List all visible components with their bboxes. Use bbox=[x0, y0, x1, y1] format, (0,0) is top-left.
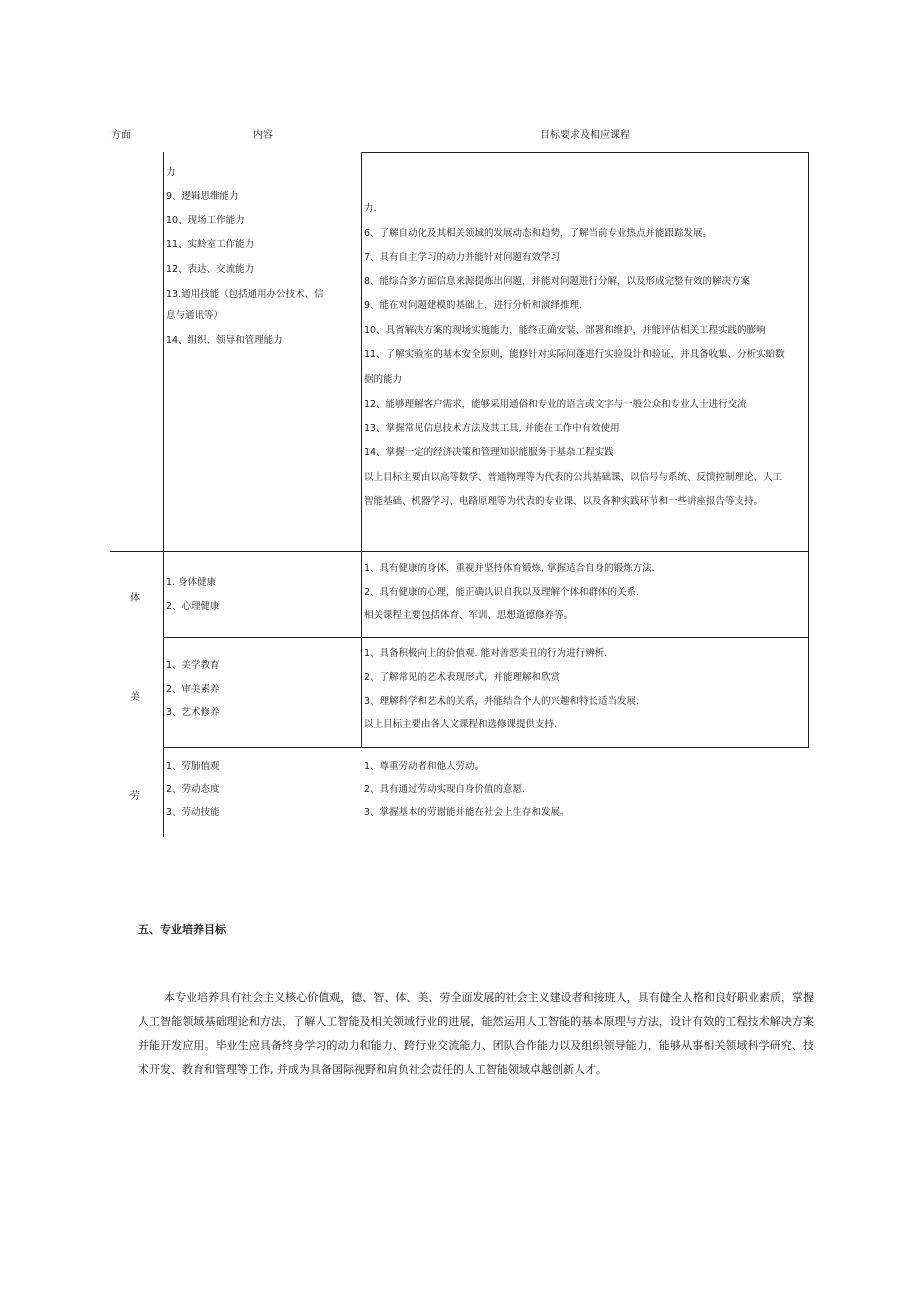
header-aspect: 方面 bbox=[111, 130, 131, 141]
content-item: 13.通用技能（包括通用办公技术、信 bbox=[166, 289, 324, 300]
goal-item: 2、了解常见的艺术表现形式，并能理解和欣赏 bbox=[364, 672, 561, 683]
content-item: 力 bbox=[166, 167, 176, 178]
goal-item: 6、了解自动化及其相关领域的发展动态和趋势，了解当前专业热点并能跟踪发展。 bbox=[364, 228, 713, 239]
goal-item: 以上目标主要由各人文课程和选修课提供支持. bbox=[364, 719, 558, 730]
goal-item: 以上目标主要由以高等数学、普通物理等为代表的公共基础课、以信号与系统、反馈控制理论、人工 bbox=[364, 472, 783, 483]
goal-item: 11、了解实验室的基本安全原则，能修针对实际问蓬进行实验设计和验证，并具备收集、分析实蛤数 bbox=[364, 349, 785, 360]
content-item: 10、现场工作能力 bbox=[166, 215, 245, 226]
content-item: 12、表达、交流能力 bbox=[166, 264, 255, 275]
goal-item: 9、能在对问题建模的基础上，进行分析和演绎推理. bbox=[364, 300, 583, 311]
goal-item: 1、具有健康的身体，重视并坚持体育锻炼, 掌握适合自身的锻炼方法. bbox=[364, 563, 655, 574]
goal-item: 2、具有健康的心理，能正确认识自我以及理解个体和群体的关系. bbox=[364, 587, 640, 598]
content-item: 1. 身体健康 bbox=[166, 577, 217, 588]
content-item: 1、劳肺值观 bbox=[166, 761, 220, 772]
goal-item: 10、具省解决方案的现场实施能力，能终正确安装、部署和维护，并能评估相关工程实践的膨响 bbox=[364, 325, 766, 336]
goal-item: 13、掌握常见信息技术方法及其工具, 并能在工作中有效使用 bbox=[364, 423, 620, 434]
content-item: 3、劳动技能 bbox=[166, 807, 220, 818]
goal-item: 1、具备积极向上的价值观. 能对善恶美丑的行为进行辨析. bbox=[364, 648, 608, 659]
header-goal: 目标要求及相应课程 bbox=[540, 130, 630, 141]
content-item: 息与通讯等） bbox=[166, 310, 224, 321]
goal-item: 3、理解科学和艺术的关系，并能结合个人的兴趣和特长适当发展. bbox=[364, 696, 640, 707]
goal-item: 相关课程主要包括体育、军训、思想道德修养等。 bbox=[364, 610, 574, 621]
goal-item: 14、掌握一定的经济决策和管理知识能服务于基杂工程实践 bbox=[364, 447, 614, 458]
content-item: 2、心理健康 bbox=[166, 601, 220, 612]
aspect-mei: 美 bbox=[130, 692, 140, 703]
content-item: 3、艺术修养 bbox=[166, 707, 220, 718]
content-item: 14、组织、领导和管理能力 bbox=[166, 335, 283, 346]
goal-item: 据的能力 bbox=[364, 374, 403, 385]
content-item: 1、美学教育 bbox=[166, 660, 220, 671]
content-item: 2、劳动态度 bbox=[166, 784, 220, 795]
goal-item: 12、能够理解客户需求，能够采用通俗和专业的语言或文字与一般公众和专业人士进行交流 bbox=[364, 399, 747, 410]
content-item: 9、逻辑思维能力 bbox=[166, 191, 239, 202]
goal-item: 2、具有通过劳动实现自身价值的意愿. bbox=[364, 784, 526, 795]
goal-item: 3、掌握基本的劳谢能并能在社会上生存和发展。 bbox=[364, 807, 570, 818]
goal-item: 7、具有自主学习的动力并能针对问题有效学习 bbox=[364, 252, 561, 263]
aspect-ti: 体 bbox=[130, 593, 140, 604]
goal-item: 智能基础、机器学习、电路原理等为代表的专业课、以及各种实践环节和一些讲座报告等支持。 bbox=[364, 496, 764, 507]
goal-item: 1、尊重劳动者和他人劳动。 bbox=[364, 761, 485, 772]
header-content: 内容 bbox=[253, 130, 273, 141]
aspect-lao: 劳 bbox=[130, 791, 140, 802]
content-item: 11、实蛉室工作能力 bbox=[166, 239, 255, 250]
section-heading: 五、专业培养目标 bbox=[138, 923, 226, 936]
goal-item: 力. bbox=[364, 203, 377, 214]
goal-item: 8、能综合多方面信息来源提炼出问题，并能对问题进行分解，以及形成完整有效的解决方案 bbox=[364, 276, 751, 287]
section-paragraph: 本专业培养具有社会主义核心价值观，德、智、体、美、劳全面发展的社会主义建设者和接班人，具有健全人格和良好职业素质，掌握人工智能领域基础理论和方法，了解人工智能及相关领域行业的进展，能然运用人工智能的基本原理与方法，设计有效的工程技术解决方案并能开发应用。毕业生应具备终身学习的动力和能力、跨行业交流能力、团队合作能力以及组织领导能力，能够从事相关领域科学研究、技术开发、教育和管理等工作, 并成为具备国际视野和肩负社会责任的人工智能领域卓越创新人才。 bbox=[138, 991, 814, 1076]
content-item: 2、审美素养 bbox=[166, 684, 220, 695]
